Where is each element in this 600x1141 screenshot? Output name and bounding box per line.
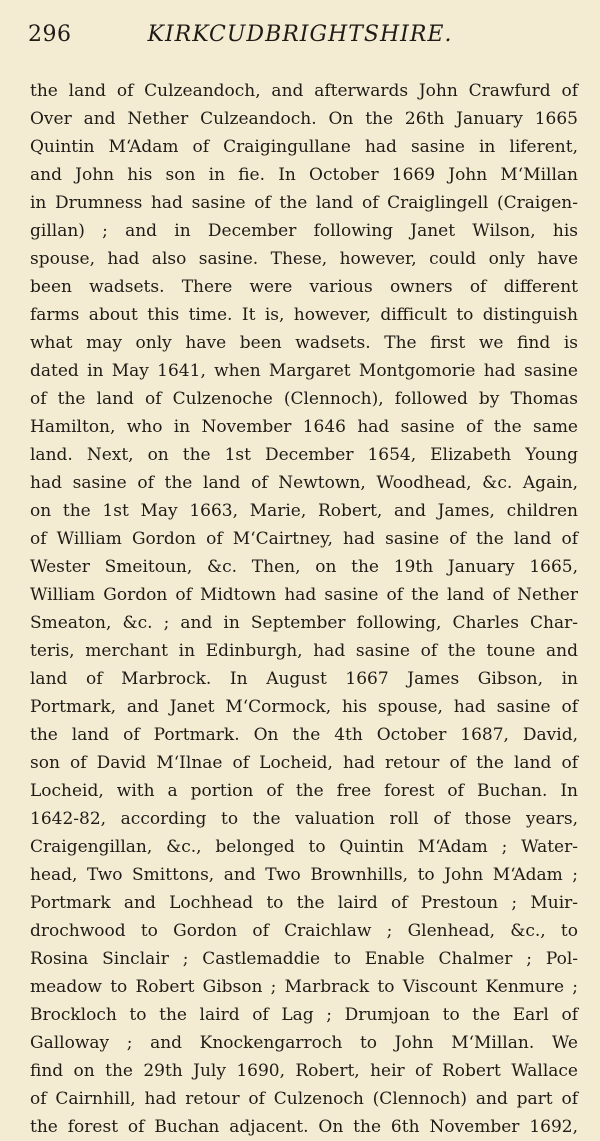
text-line: drochwood to Gordon of Craichlaw ; Glenhead, &c., to: [30, 921, 578, 941]
text-line: the land of Portmark. On the 4th October 1687, David,: [30, 725, 578, 745]
text-line: meadow to Robert Gibson ; Marbrack to Viscount Kenmure ;: [30, 977, 578, 997]
text-line: on the 1st May 1663, Marie, Robert, and James, children: [30, 501, 578, 521]
text-line: and John his son in fie. In October 1669 John M‘Millan: [30, 165, 578, 185]
text-line: Portmark, and Janet M‘Cormock, his spouse, had sasine of: [30, 697, 578, 717]
text-line: of William Gordon of M‘Cairtney, had sasine of the land of: [30, 529, 578, 549]
text-line: spouse, had also sasine. These, however, could only have: [30, 249, 578, 269]
text-line: Quintin M‘Adam of Craigingullane had sasine in liferent,: [30, 137, 578, 157]
text-line: what may only have been wadsets. The first we find is: [30, 333, 578, 353]
text-line: find on the 29th July 1690, Robert, heir of Robert Wallace: [30, 1061, 578, 1081]
text-line: teris, merchant in Edinburgh, had sasine of the toune and: [30, 641, 578, 661]
text-line: Hamilton, who in November 1646 had sasine of the same: [30, 417, 578, 437]
text-line: the forest of Buchan adjacent. On the 6th November 1692,: [30, 1117, 578, 1137]
text-line: head, Two Smittons, and Two Brownhills, to John M‘Adam ;: [30, 865, 578, 885]
text-line: Locheid, with a portion of the free forest of Buchan. In: [30, 781, 578, 801]
text-line: farms about this time. It is, however, difficult to distinguish: [30, 305, 578, 325]
text-line: dated in May 1641, when Margaret Montgomorie had sasine: [30, 361, 578, 381]
text-line: gillan) ; and in December following Janet Wilson, his: [30, 221, 578, 241]
text-line: Craigengillan, &c., belonged to Quintin M‘Adam ; Water-: [30, 837, 578, 857]
text-line: the land of Culzeandoch, and afterwards John Crawfurd of: [30, 81, 578, 101]
text-line: of Cairnhill, had retour of Culzenoch (Clennoch) and part of: [30, 1089, 578, 1109]
text-line: William Gordon of Midtown had sasine of the land of Nether: [30, 585, 578, 605]
text-line: Over and Nether Culzeandoch. On the 26th January 1665: [30, 109, 578, 129]
text-line: Rosina Sinclair ; Castlemaddie to Enable Chalmer ; Pol-: [30, 949, 578, 969]
text-line: had sasine of the land of Newtown, Woodhead, &c. Again,: [30, 473, 578, 493]
text-line: land. Next, on the 1st December 1654, Elizabeth Young: [30, 445, 578, 465]
text-line: been wadsets. There were various owners of different: [30, 277, 578, 297]
text-line: Wester Smeitoun, &c. Then, on the 19th January 1665,: [30, 557, 578, 577]
text-line: Portmark and Lochhead to the laird of Prestoun ; Muir-: [30, 893, 578, 913]
text-line: son of David M‘Ilnae of Locheid, had retour of the land of: [30, 753, 578, 773]
text-line: 1642-82, according to the valuation roll of those years,: [30, 809, 578, 829]
text-line: Brockloch to the laird of Lag ; Drumjoan to the Earl of: [30, 1005, 578, 1025]
text-line: of the land of Culzenoche (Clennoch), followed by Thomas: [30, 389, 578, 409]
body-text: [30, 77, 578, 1141]
text-line: in Drumness had sasine of the land of Craiglingell (Craigen-: [30, 193, 578, 213]
text-line: Galloway ; and Knockengarroch to John M‘Millan. We: [30, 1033, 578, 1053]
text-line: land of Marbrock. In August 1667 James Gibson, in: [30, 669, 578, 689]
running-title: KIRKCUDBRIGHTSHIRE.: [147, 22, 453, 47]
page-number: 296: [28, 22, 72, 47]
text-line: Smeaton, &c. ; and in September following, Charles Char-: [30, 613, 578, 633]
